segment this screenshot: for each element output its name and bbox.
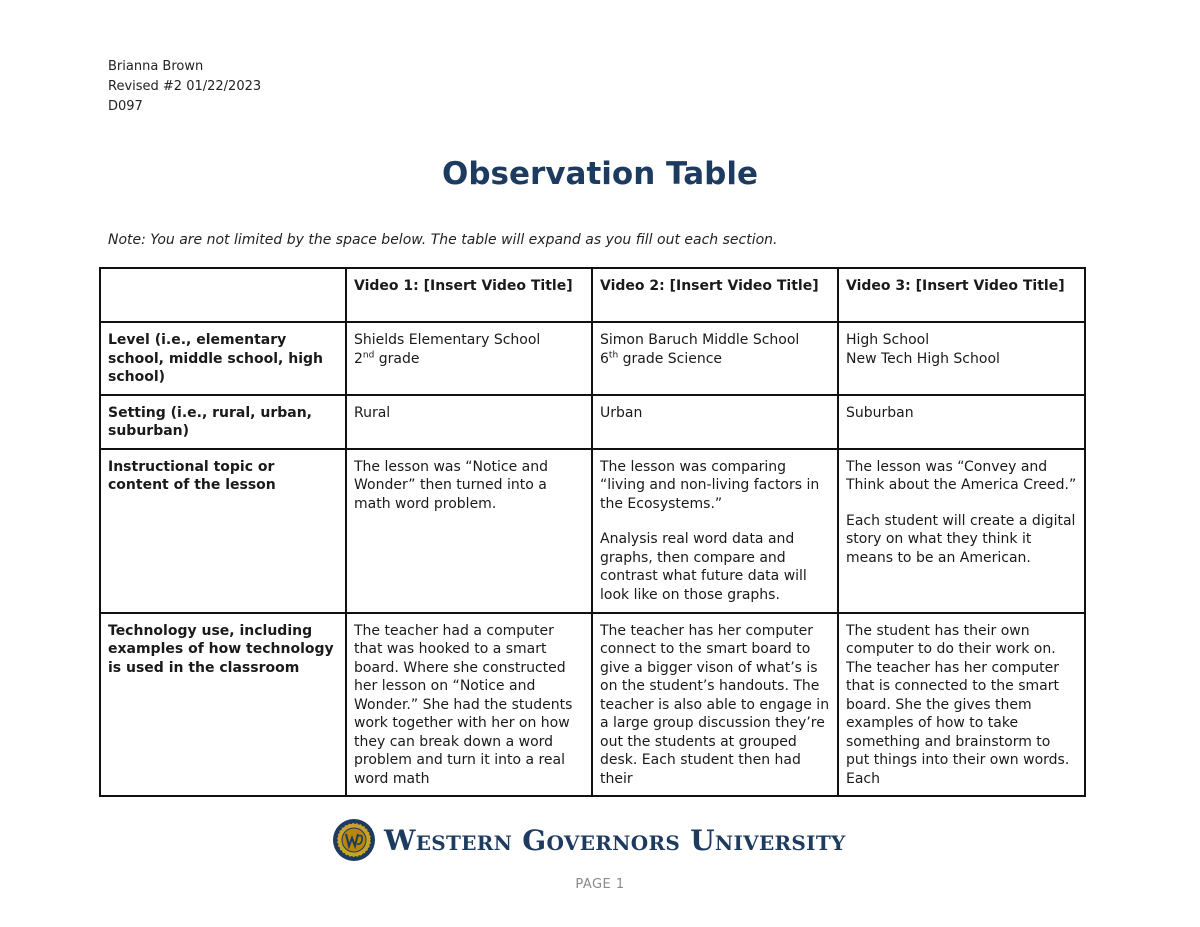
cell-text: High School — [846, 332, 930, 348]
cell-text: 6th grade Science — [600, 349, 723, 367]
cell-paragraph: Analysis real word data and graphs, then compare and contrast what future data will look like on those graphs. — [600, 531, 807, 603]
cell-text: 2nd grade — [354, 349, 420, 367]
row-label-level: Level (i.e., elementary school, middle school, high school) — [100, 322, 346, 395]
column-header-video-3: Video 3: [Insert Video Title] — [838, 268, 1085, 322]
cell-text: Simon Baruch Middle School — [600, 332, 800, 348]
corner-cell — [100, 268, 346, 322]
cell-technology-video-1 — [346, 613, 592, 796]
row-label-technology: Technology use, including examples of how technology is used in the classroom — [100, 613, 346, 796]
cell-level-video-1 — [346, 322, 592, 395]
observation-table — [99, 267, 1086, 797]
cell-setting-video-3: Suburban — [838, 395, 1085, 449]
cell-text: The teacher has her computer connect to the smart board to give a bigger vison of what’s is on the student’s handouts. The teacher is also able to engage in a large group discussion they’re out the students at grouped desk. Each student then had their — [600, 622, 830, 787]
cell-paragraph: The lesson was comparing “living and non-living factors in the Ecosystems.” — [600, 458, 820, 512]
logo-wordmark: Western Governors University — [384, 824, 846, 857]
revision-line: Revised #2 01/22/2023 — [108, 79, 262, 94]
cell-topic-video-3 — [838, 449, 1085, 613]
cell-level-video-3 — [838, 322, 1085, 395]
author-name: Brianna Brown — [108, 59, 204, 74]
cell-level-video-2 — [592, 322, 838, 395]
row-label-topic: Instructional topic or content of the lesson — [100, 449, 346, 613]
table-row-setting — [100, 395, 1085, 449]
cell-setting-video-1: Rural — [346, 395, 592, 449]
page-title: Observation Table — [442, 156, 758, 192]
cell-setting-video-2: Urban — [592, 395, 838, 449]
table-row-topic — [100, 449, 1085, 613]
cell-text: New Tech High School — [846, 350, 1000, 367]
cell-text: The student has their own computer to do their work on. The teacher has her computer that is connected to the smart board. She the gives them examples of how to take something and brainstorm to put things into their own words. Each — [846, 622, 1070, 787]
table-row-technology — [100, 613, 1085, 796]
row-label-setting: Setting (i.e., rural, urban, suburban) — [100, 395, 346, 449]
cell-topic-video-1: The lesson was “Notice and Wonder” then turned into a math word problem. — [346, 449, 592, 613]
cell-technology-video-3 — [838, 613, 1085, 796]
column-header-video-2: Video 2: [Insert Video Title] — [592, 268, 838, 322]
document-header — [108, 57, 261, 117]
wgu-seal-icon — [332, 818, 376, 862]
course-code: D097 — [108, 99, 143, 114]
table-row-level — [100, 322, 1085, 395]
cell-paragraph: Each student will create a digital story on what they think it means to be an American. — [846, 512, 1076, 566]
instruction-note: Note: You are not limited by the space below. The table will expand as you fill out each section. — [108, 232, 778, 248]
page-number: PAGE 1 — [575, 877, 625, 892]
cell-text: Shields Elementary School — [354, 332, 541, 348]
wgu-logo — [332, 818, 846, 862]
table-header-row — [100, 268, 1085, 322]
cell-text: The teacher had a computer that was hooked to a smart board. Where she constructed her lesson on “Notice and Wonder.” She had the students work together with her on how they can break down a word problem and turn it into a real word math — [354, 622, 573, 787]
cell-technology-video-2 — [592, 613, 838, 796]
cell-topic-video-2 — [592, 449, 838, 613]
column-header-video-1: Video 1: [Insert Video Title] — [346, 268, 592, 322]
cell-paragraph: The lesson was “Convey and Think about the America Creed.” — [846, 458, 1077, 493]
